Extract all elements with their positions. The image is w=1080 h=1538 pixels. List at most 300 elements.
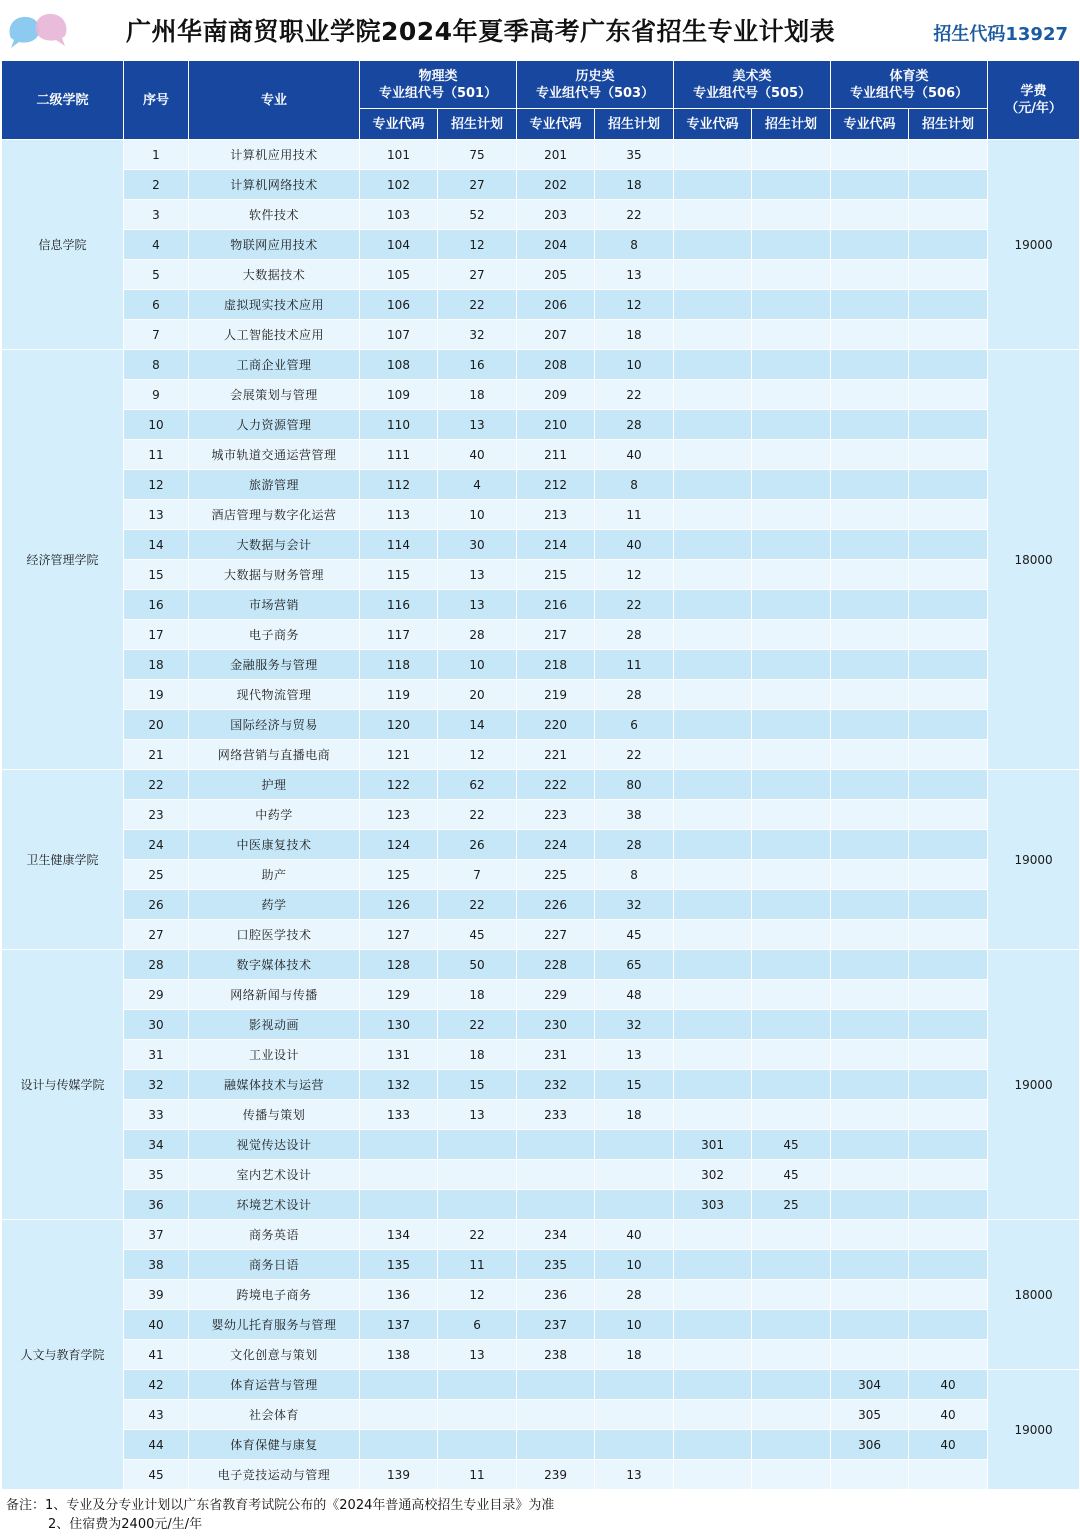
fee-unit: （元/年） [1005, 101, 1062, 116]
history-code-cell: 218 [517, 650, 595, 680]
physics-plan-cell: 62 [438, 770, 517, 800]
major-cell: 计算机网络技术 [189, 170, 360, 200]
art-plan-cell [752, 380, 831, 410]
history-plan-cell: 32 [595, 1010, 674, 1040]
table-row [2, 230, 1080, 260]
table-row [2, 500, 1080, 530]
table-row [2, 380, 1080, 410]
history-code-cell: 205 [517, 260, 595, 290]
major-cell: 工商企业管理 [189, 350, 360, 380]
art-code-cell [674, 950, 752, 980]
history-plan-cell: 10 [595, 1310, 674, 1340]
art-plan-cell [752, 140, 831, 170]
history-plan-cell [595, 1400, 674, 1430]
sports-plan-cell [909, 800, 988, 830]
art-code-cell [674, 710, 752, 740]
sports-code-cell [831, 1160, 909, 1190]
physics-code-cell [360, 1160, 438, 1190]
sports-plan-cell [909, 320, 988, 350]
sports-plan-header: 招生计划 [909, 109, 988, 140]
art-plan-cell: 45 [752, 1130, 831, 1160]
fee-label: 学费 [1020, 84, 1047, 99]
art-name: 美术类 [732, 68, 772, 84]
physics-code-cell [360, 1370, 438, 1400]
seq-cell: 29 [124, 980, 189, 1010]
col-seq: 序号 [124, 61, 189, 140]
sports-code-cell [831, 1460, 909, 1490]
sports-plan-cell [909, 1190, 988, 1220]
col-fee [988, 61, 1080, 140]
history-code-cell: 224 [517, 830, 595, 860]
history-plan-cell: 13 [595, 1460, 674, 1490]
sports-code-cell [831, 380, 909, 410]
sports-plan-cell [909, 1070, 988, 1100]
table-row [2, 1100, 1080, 1130]
sports-group: 专业组代号（506） [849, 85, 969, 101]
table-row [2, 1040, 1080, 1070]
major-cell: 融媒体技术与运营 [189, 1070, 360, 1100]
sports-plan-cell [909, 170, 988, 200]
art-code-cell [674, 560, 752, 590]
physics-plan-cell: 11 [438, 1460, 517, 1490]
major-cell: 酒店管理与数字化运营 [189, 500, 360, 530]
history-name: 历史类 [575, 68, 615, 84]
major-cell: 大数据与会计 [189, 530, 360, 560]
art-code-cell [674, 440, 752, 470]
physics-plan-cell: 4 [438, 470, 517, 500]
table-row [2, 1340, 1080, 1370]
physics-plan-cell: 32 [438, 320, 517, 350]
art-code-cell [674, 140, 752, 170]
physics-code-cell: 124 [360, 830, 438, 860]
fee-cell: 18000 [988, 1220, 1080, 1370]
sports-code-cell [831, 1220, 909, 1250]
sports-plan-cell: 40 [909, 1370, 988, 1400]
sports-code-cell [831, 440, 909, 470]
history-code-cell: 215 [517, 560, 595, 590]
art-code-cell [674, 770, 752, 800]
physics-plan-cell: 22 [438, 1010, 517, 1040]
art-plan-cell [752, 1340, 831, 1370]
history-code-cell: 221 [517, 740, 595, 770]
major-cell: 护理 [189, 770, 360, 800]
seq-cell: 45 [124, 1460, 189, 1490]
physics-code-cell [360, 1190, 438, 1220]
history-code-cell: 227 [517, 920, 595, 950]
sports-plan-cell [909, 260, 988, 290]
fee-cell: 18000 [988, 350, 1080, 770]
sports-code-cell [831, 530, 909, 560]
table-row [2, 1160, 1080, 1190]
history-code-cell [517, 1160, 595, 1190]
history-plan-cell: 10 [595, 350, 674, 380]
college-cell: 卫生健康学院 [2, 770, 124, 950]
art-plan-cell [752, 530, 831, 560]
history-plan-cell: 32 [595, 890, 674, 920]
physics-code-cell: 132 [360, 1070, 438, 1100]
major-cell: 助产 [189, 860, 360, 890]
art-code-cell [674, 980, 752, 1010]
history-plan-cell: 13 [595, 260, 674, 290]
art-plan-cell [752, 170, 831, 200]
art-plan-cell [752, 260, 831, 290]
art-plan-cell [752, 290, 831, 320]
history-plan-cell: 35 [595, 140, 674, 170]
history-plan-cell: 8 [595, 860, 674, 890]
sports-plan-cell [909, 770, 988, 800]
physics-code-cell: 115 [360, 560, 438, 590]
table-row [2, 1010, 1080, 1040]
sports-code-cell [831, 1100, 909, 1130]
seq-cell: 31 [124, 1040, 189, 1070]
seq-cell: 16 [124, 590, 189, 620]
major-cell: 大数据与财务管理 [189, 560, 360, 590]
sports-plan-cell [909, 890, 988, 920]
physics-code-cell: 125 [360, 860, 438, 890]
history-plan-cell: 10 [595, 1250, 674, 1280]
table-row [2, 830, 1080, 860]
physics-code-cell: 121 [360, 740, 438, 770]
physics-code-cell: 112 [360, 470, 438, 500]
art-plan-cell [752, 350, 831, 380]
college-cell: 信息学院 [2, 140, 124, 350]
history-plan-cell: 18 [595, 170, 674, 200]
table-row [2, 350, 1080, 380]
physics-plan-cell: 13 [438, 560, 517, 590]
sports-code-cell [831, 1010, 909, 1040]
physics-code-cell: 131 [360, 1040, 438, 1070]
history-plan-cell: 48 [595, 980, 674, 1010]
sports-code-cell [831, 680, 909, 710]
history-plan-cell: 40 [595, 1220, 674, 1250]
physics-plan-cell: 11 [438, 1250, 517, 1280]
footnote-2: 2、住宿费为2400元/生/年 [48, 1517, 203, 1532]
major-cell: 数字媒体技术 [189, 950, 360, 980]
history-code-cell: 219 [517, 680, 595, 710]
major-cell: 网络新闻与传播 [189, 980, 360, 1010]
art-plan-cell [752, 1250, 831, 1280]
sports-code-cell [831, 1070, 909, 1100]
table-header [2, 61, 1080, 140]
physics-plan-cell: 75 [438, 140, 517, 170]
physics-plan-cell [438, 1430, 517, 1460]
sports-plan-cell [909, 530, 988, 560]
footnotes [6, 1496, 554, 1534]
physics-code-cell: 113 [360, 500, 438, 530]
art-plan-cell [752, 470, 831, 500]
col-art [674, 61, 831, 109]
sports-plan-cell [909, 140, 988, 170]
physics-code-cell: 114 [360, 530, 438, 560]
art-plan-cell [752, 1010, 831, 1040]
art-code-cell [674, 1310, 752, 1340]
history-code-cell: 239 [517, 1460, 595, 1490]
enrollment-plan-table [1, 60, 1080, 1490]
physics-plan-cell: 27 [438, 260, 517, 290]
sports-code-cell [831, 1280, 909, 1310]
physics-plan-cell: 13 [438, 410, 517, 440]
sports-plan-cell [909, 740, 988, 770]
fee-cell: 19000 [988, 950, 1080, 1220]
art-plan-cell [752, 650, 831, 680]
physics-plan-cell: 22 [438, 1220, 517, 1250]
history-code-cell: 235 [517, 1250, 595, 1280]
sports-code-cell [831, 170, 909, 200]
art-code-cell [674, 1340, 752, 1370]
physics-plan-cell: 12 [438, 740, 517, 770]
physics-group: 专业组代号（501） [378, 85, 498, 101]
physics-plan-cell [438, 1160, 517, 1190]
seq-cell: 20 [124, 710, 189, 740]
seq-cell: 13 [124, 500, 189, 530]
seq-cell: 19 [124, 680, 189, 710]
art-plan-cell [752, 410, 831, 440]
sports-plan-cell [909, 1460, 988, 1490]
col-major: 专业 [189, 61, 360, 140]
physics-plan-cell: 26 [438, 830, 517, 860]
sports-plan-cell [909, 1010, 988, 1040]
art-code-cell [674, 470, 752, 500]
art-plan-cell [752, 1280, 831, 1310]
seq-cell: 44 [124, 1430, 189, 1460]
art-plan-cell [752, 710, 831, 740]
table-row [2, 740, 1080, 770]
major-cell: 文化创意与策划 [189, 1340, 360, 1370]
physics-code-cell: 136 [360, 1280, 438, 1310]
table-row [2, 290, 1080, 320]
major-cell: 口腔医学技术 [189, 920, 360, 950]
fee-cell: 19000 [988, 1370, 1080, 1490]
sports-plan-cell [909, 1340, 988, 1370]
seq-cell: 11 [124, 440, 189, 470]
admission-code: 招生代码13927 [933, 24, 1068, 45]
physics-plan-cell: 6 [438, 1310, 517, 1340]
art-code-cell [674, 500, 752, 530]
sports-code-cell [831, 740, 909, 770]
history-code-cell: 211 [517, 440, 595, 470]
art-code-cell [674, 350, 752, 380]
sports-code-cell [831, 1130, 909, 1160]
art-plan-cell [752, 1100, 831, 1130]
physics-code-header: 专业代码 [360, 109, 438, 140]
physics-plan-cell: 15 [438, 1070, 517, 1100]
sports-plan-cell [909, 1310, 988, 1340]
sports-plan-cell [909, 590, 988, 620]
art-plan-cell [752, 590, 831, 620]
art-plan-cell: 45 [752, 1160, 831, 1190]
art-plan-cell [752, 830, 831, 860]
history-code-cell: 201 [517, 140, 595, 170]
sports-code-cell [831, 200, 909, 230]
sports-code-cell [831, 950, 909, 980]
art-code-cell [674, 1460, 752, 1490]
seq-cell: 4 [124, 230, 189, 260]
art-code-cell [674, 530, 752, 560]
history-plan-cell: 40 [595, 530, 674, 560]
sports-code-header: 专业代码 [831, 109, 909, 140]
physics-plan-cell: 14 [438, 710, 517, 740]
art-plan-header: 招生计划 [752, 109, 831, 140]
art-code-cell [674, 860, 752, 890]
physics-plan-cell: 40 [438, 440, 517, 470]
physics-code-cell: 111 [360, 440, 438, 470]
seq-cell: 23 [124, 800, 189, 830]
history-code-cell: 213 [517, 500, 595, 530]
art-code-cell [674, 920, 752, 950]
table-row [2, 170, 1080, 200]
seq-cell: 2 [124, 170, 189, 200]
history-code-cell: 216 [517, 590, 595, 620]
physics-plan-cell: 10 [438, 500, 517, 530]
history-code-cell: 203 [517, 200, 595, 230]
art-plan-cell [752, 1460, 831, 1490]
sports-plan-cell [909, 830, 988, 860]
history-plan-cell: 22 [595, 380, 674, 410]
physics-plan-cell: 28 [438, 620, 517, 650]
footnote-1: 备注：1、专业及分专业计划以广东省教育考试院公布的《2024年普通高校招生专业目录》为准 [6, 1498, 555, 1513]
major-cell: 会展策划与管理 [189, 380, 360, 410]
physics-code-cell: 123 [360, 800, 438, 830]
major-cell: 计算机应用技术 [189, 140, 360, 170]
seq-cell: 3 [124, 200, 189, 230]
history-plan-cell: 15 [595, 1070, 674, 1100]
seq-cell: 10 [124, 410, 189, 440]
history-code-cell [517, 1400, 595, 1430]
page-title: 广州华南商贸职业学院2024年夏季高考广东省招生专业计划表 [126, 17, 836, 46]
art-plan-cell [752, 200, 831, 230]
physics-code-cell [360, 1130, 438, 1160]
physics-code-cell: 139 [360, 1460, 438, 1490]
art-code-cell [674, 290, 752, 320]
history-plan-cell: 28 [595, 830, 674, 860]
art-plan-cell [752, 500, 831, 530]
art-plan-cell [752, 620, 831, 650]
history-plan-cell [595, 1130, 674, 1160]
art-plan-cell [752, 680, 831, 710]
history-code-cell: 212 [517, 470, 595, 500]
history-code-cell: 209 [517, 380, 595, 410]
history-plan-cell: 18 [595, 1100, 674, 1130]
art-plan-cell [752, 890, 831, 920]
col-physics [360, 61, 517, 109]
physics-code-cell: 135 [360, 1250, 438, 1280]
seq-cell: 36 [124, 1190, 189, 1220]
history-code-cell: 226 [517, 890, 595, 920]
history-plan-cell: 12 [595, 290, 674, 320]
major-cell: 环境艺术设计 [189, 1190, 360, 1220]
sports-code-cell [831, 1040, 909, 1070]
seq-cell: 33 [124, 1100, 189, 1130]
history-code-cell: 222 [517, 770, 595, 800]
seq-cell: 39 [124, 1280, 189, 1310]
art-plan-cell [752, 950, 831, 980]
art-code-cell [674, 800, 752, 830]
major-cell: 中医康复技术 [189, 830, 360, 860]
table-row [2, 560, 1080, 590]
table-row [2, 620, 1080, 650]
sports-plan-cell [909, 350, 988, 380]
physics-code-cell: 106 [360, 290, 438, 320]
art-code-cell [674, 890, 752, 920]
table-row [2, 860, 1080, 890]
art-code-cell [674, 830, 752, 860]
history-plan-cell: 45 [595, 920, 674, 950]
table-row [2, 530, 1080, 560]
seq-cell: 12 [124, 470, 189, 500]
sports-code-cell [831, 650, 909, 680]
physics-code-cell: 138 [360, 1340, 438, 1370]
sports-plan-cell [909, 710, 988, 740]
physics-plan-cell: 18 [438, 980, 517, 1010]
physics-plan-cell: 18 [438, 1040, 517, 1070]
sports-plan-cell [909, 200, 988, 230]
sports-plan-cell [909, 500, 988, 530]
history-plan-cell: 11 [595, 500, 674, 530]
sports-code-cell [831, 260, 909, 290]
physics-code-cell: 105 [360, 260, 438, 290]
history-plan-cell: 28 [595, 680, 674, 710]
physics-plan-cell: 7 [438, 860, 517, 890]
physics-code-cell: 110 [360, 410, 438, 440]
sports-code-cell [831, 890, 909, 920]
history-code-cell [517, 1430, 595, 1460]
history-plan-cell: 28 [595, 1280, 674, 1310]
sports-code-cell [831, 500, 909, 530]
seq-cell: 22 [124, 770, 189, 800]
seq-cell: 27 [124, 920, 189, 950]
art-plan-cell [752, 740, 831, 770]
history-plan-cell [595, 1370, 674, 1400]
art-code-cell [674, 230, 752, 260]
major-cell: 传播与策划 [189, 1100, 360, 1130]
physics-code-cell: 116 [360, 590, 438, 620]
history-code-cell: 220 [517, 710, 595, 740]
sports-code-cell [831, 410, 909, 440]
sports-code-cell [831, 470, 909, 500]
art-code-cell [674, 1250, 752, 1280]
history-code-cell: 238 [517, 1340, 595, 1370]
sports-plan-cell [909, 290, 988, 320]
art-plan-cell: 25 [752, 1190, 831, 1220]
physics-plan-cell: 27 [438, 170, 517, 200]
major-cell: 人力资源管理 [189, 410, 360, 440]
table-row [2, 1070, 1080, 1100]
sports-code-cell: 306 [831, 1430, 909, 1460]
physics-code-cell: 126 [360, 890, 438, 920]
history-code-cell: 214 [517, 530, 595, 560]
major-cell: 现代物流管理 [189, 680, 360, 710]
seq-cell: 7 [124, 320, 189, 350]
physics-code-cell: 133 [360, 1100, 438, 1130]
major-cell: 影视动画 [189, 1010, 360, 1040]
art-plan-cell [752, 230, 831, 260]
major-cell: 药学 [189, 890, 360, 920]
seq-cell: 17 [124, 620, 189, 650]
physics-code-cell: 101 [360, 140, 438, 170]
seq-cell: 35 [124, 1160, 189, 1190]
table-row [2, 440, 1080, 470]
physics-code-cell: 102 [360, 170, 438, 200]
physics-plan-cell: 22 [438, 290, 517, 320]
table-row [2, 680, 1080, 710]
physics-plan-cell: 52 [438, 200, 517, 230]
art-code-cell [674, 320, 752, 350]
history-code-cell: 207 [517, 320, 595, 350]
sports-plan-cell: 40 [909, 1430, 988, 1460]
physics-plan-cell: 13 [438, 590, 517, 620]
sports-plan-cell [909, 230, 988, 260]
physics-code-cell: 104 [360, 230, 438, 260]
